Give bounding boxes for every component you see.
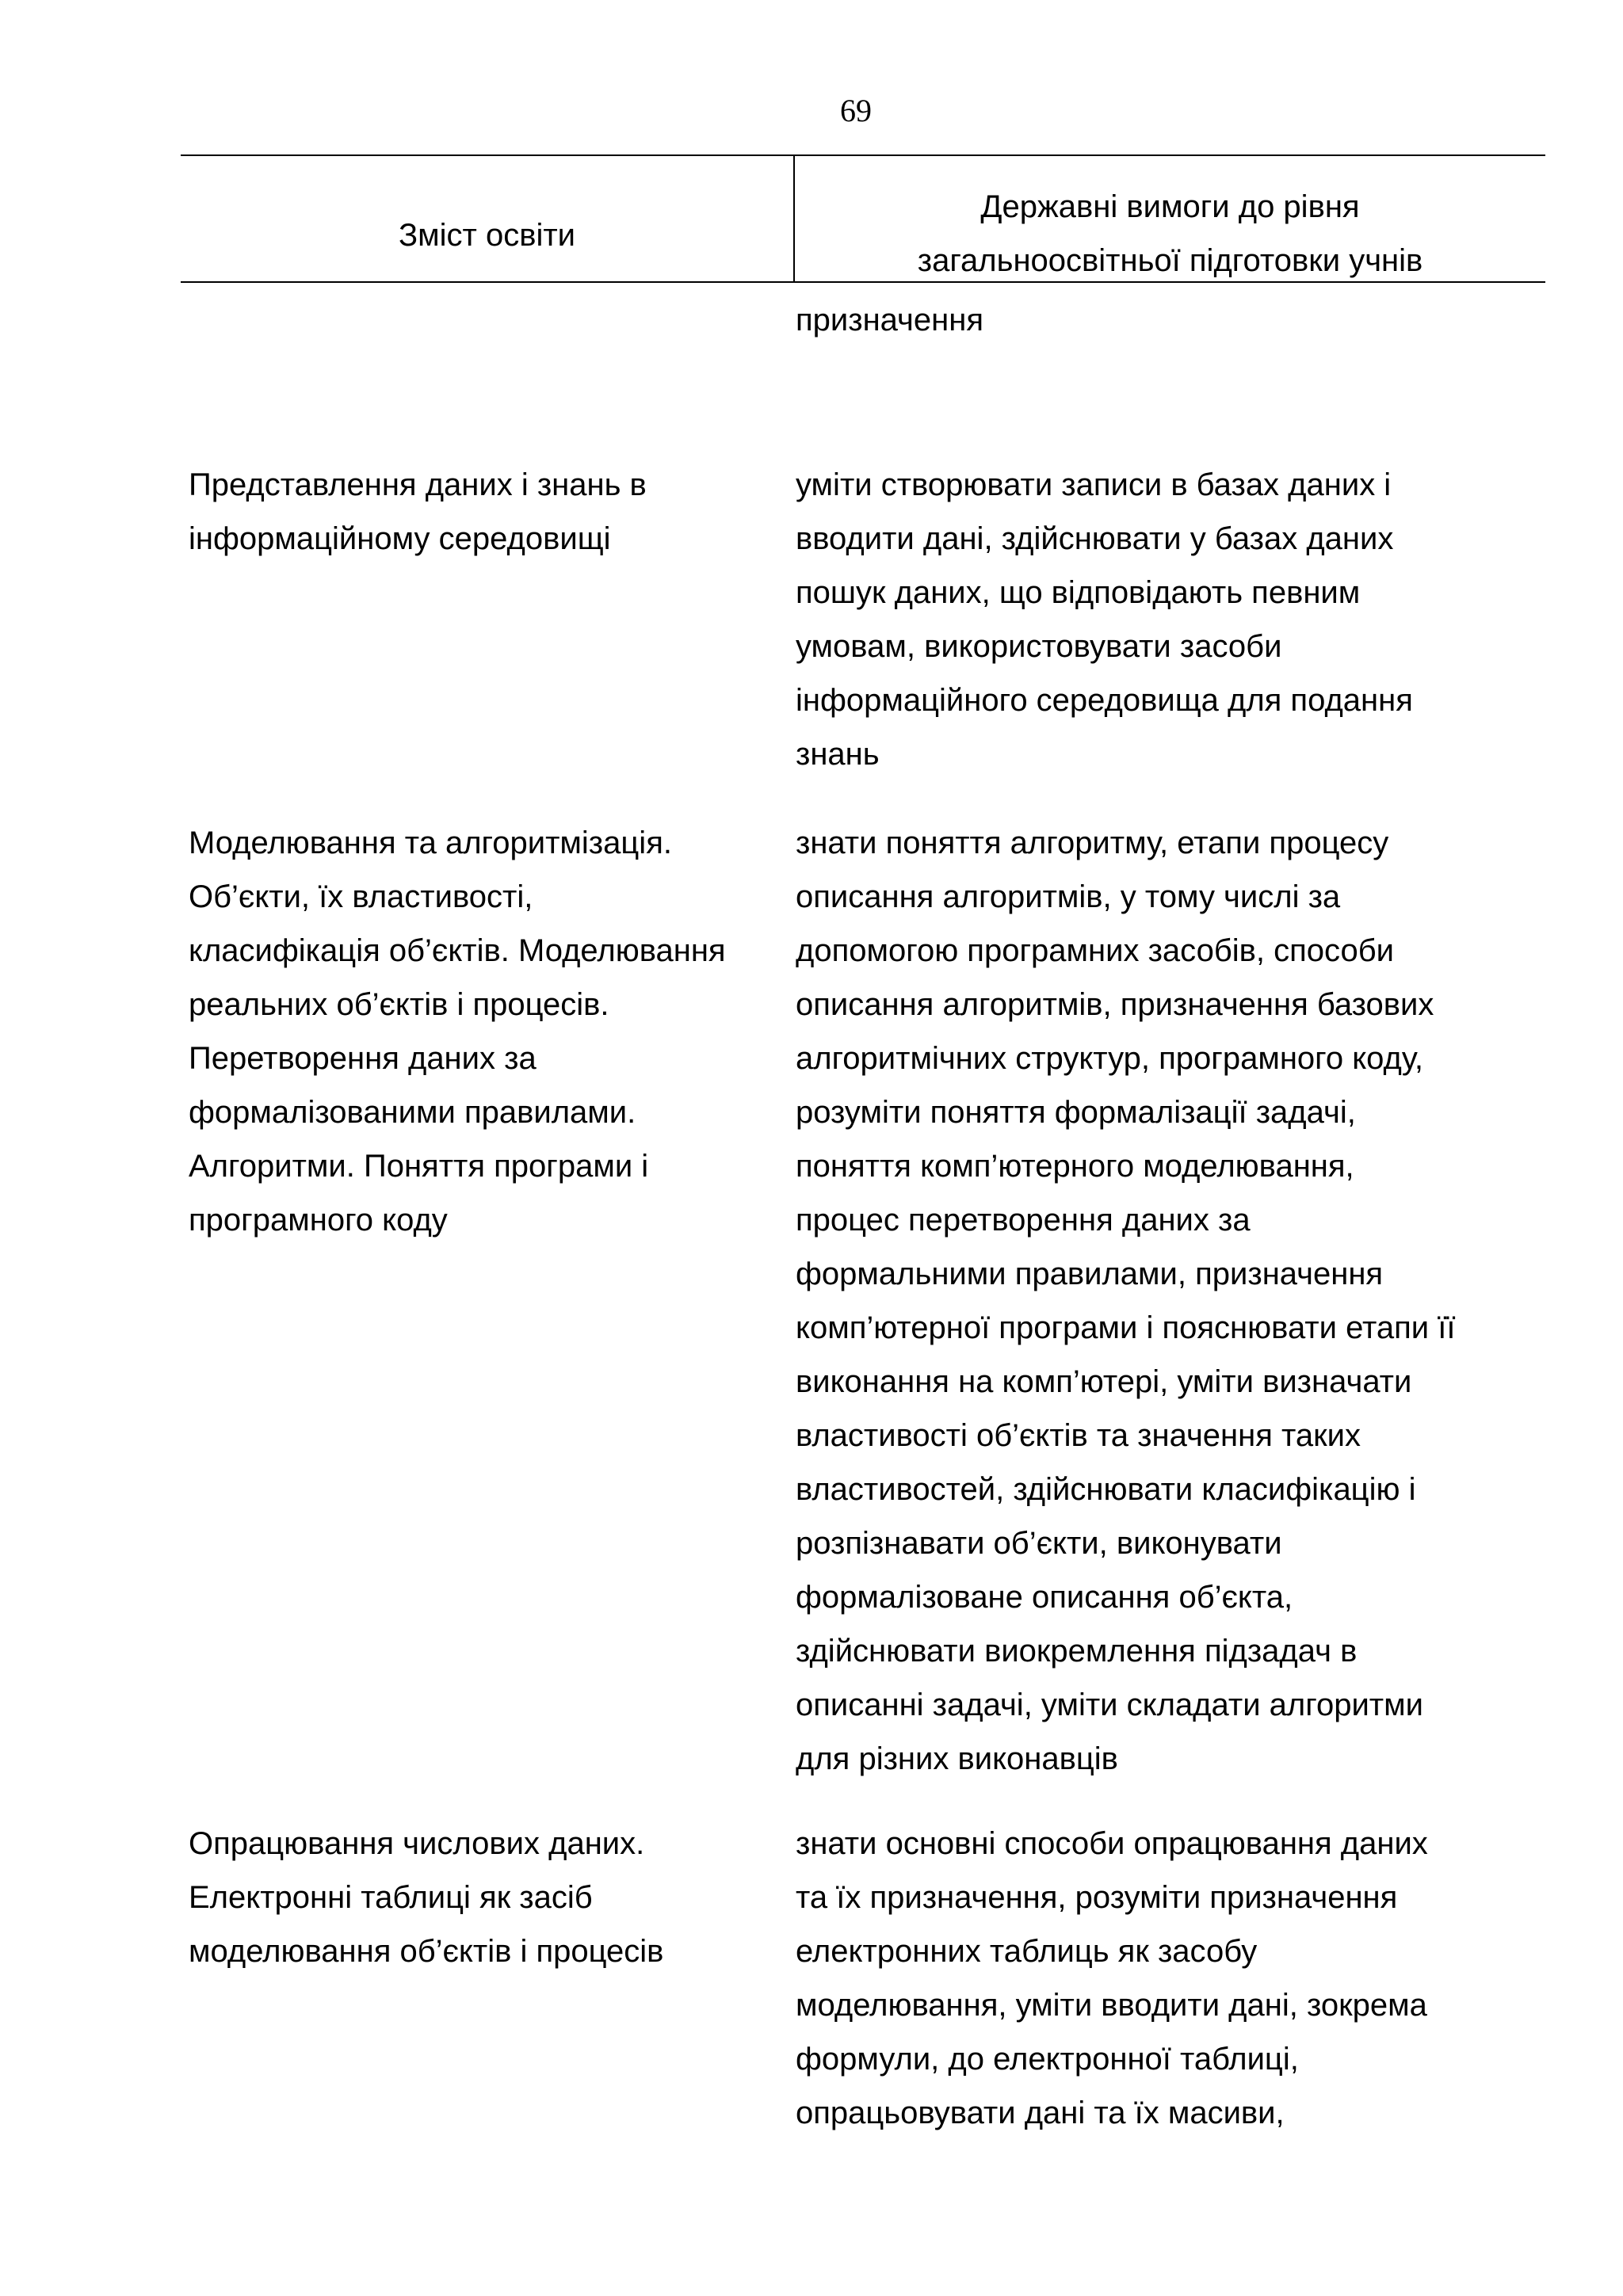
header-line: загальноосвітньої підготовки учнів (917, 243, 1423, 278)
row-1-content-cell (189, 458, 647, 566)
cell-line: пошук даних, що відповідають певним (796, 575, 1361, 610)
cell-line: виконання на комп’ютері, уміти визначати (796, 1364, 1412, 1399)
cell-line: описанні задачі, уміти складати алгоритми (796, 1688, 1423, 1722)
cell-line: формалізованими правилами. (189, 1095, 636, 1130)
cell-line: умовам, використовувати засоби (796, 629, 1282, 664)
cell-line: класифікація об’єктів. Моделювання (189, 933, 726, 968)
cell-line: Перетворення даних за (189, 1041, 537, 1076)
row-2-content-cell (189, 816, 726, 1247)
cell-line: процес перетворення даних за (796, 1203, 1251, 1238)
cell-line: Представлення даних і знань в (189, 467, 647, 502)
cell-line: здійснювати виокремлення підзадач в (796, 1634, 1358, 1669)
cell-line: властивості об’єктів та значення таких (796, 1418, 1361, 1453)
cell-line: описання алгоритмів, у тому числі за (796, 879, 1341, 914)
cell-line: Опрацювання числових даних. (189, 1826, 645, 1861)
cell-line: реальних об’єктів і процесів. (189, 987, 609, 1022)
column-header-requirements (795, 180, 1545, 288)
header-line: Державні вимоги до рівня (980, 189, 1360, 224)
cell-line: для різних виконавців (796, 1741, 1118, 1776)
cell-line: моделювання об’єктів і процесів (189, 1934, 664, 1969)
cell-line: опрацьовувати дані та їх масиви, (796, 2096, 1285, 2130)
cell-line: Алгоритми. Поняття програми і (189, 1149, 649, 1184)
row-1-requirements-cell (796, 458, 1413, 781)
continuation-cell (796, 293, 983, 347)
cell-line: описання алгоритмів, призначення базових (796, 987, 1434, 1022)
cell-line: уміти створювати записи в базах даних і (796, 467, 1392, 502)
cell-line: формули, до електронної таблиці, (796, 2042, 1299, 2077)
row-2-requirements-cell (796, 816, 1455, 1786)
cell-line: моделювання, уміти вводити дані, зокрема (796, 1988, 1427, 2023)
cell-line: властивостей, здійснювати класифікацію і (796, 1472, 1416, 1507)
cell-line: Моделювання та алгоритмізація. (189, 826, 672, 860)
cell-line: призначення (796, 303, 983, 338)
table-top-rule (181, 154, 1545, 156)
cell-line: поняття комп’ютерного моделювання, (796, 1149, 1354, 1184)
page-number: 69 (840, 93, 872, 128)
column-header-content: Зміст освіти (398, 218, 576, 253)
cell-line: Об’єкти, їх властивості, (189, 879, 533, 914)
cell-line: знань (796, 737, 880, 772)
cell-line: електронних таблиць як засобу (796, 1934, 1258, 1969)
cell-line: допомогою програмних засобів, способи (796, 933, 1394, 968)
cell-line: програмного коду (189, 1203, 448, 1238)
cell-line: розпізнавати об’єкти, виконувати (796, 1526, 1282, 1561)
cell-line: комп’ютерної програми і пояснювати етапи її (796, 1310, 1456, 1345)
cell-line: та їх призначення, розуміти призначення (796, 1880, 1398, 1915)
cell-line: знати основні способи опрацювання даних (796, 1826, 1428, 1861)
cell-line: інформаційного середовища для подання (796, 683, 1413, 718)
cell-line: розуміти поняття формалізації задачі, (796, 1095, 1356, 1130)
cell-line: алгоритмічних структур, програмного коду, (796, 1041, 1423, 1076)
cell-line: Електронні таблиці як засіб (189, 1880, 593, 1915)
cell-line: формалізоване описання об’єкта, (796, 1580, 1293, 1615)
row-3-content-cell (189, 1817, 663, 1978)
cell-line: вводити дані, здійснювати у базах даних (796, 521, 1394, 556)
cell-line: знати поняття алгоритму, етапи процесу (796, 826, 1389, 860)
cell-line: інформаційному середовищі (189, 521, 611, 556)
cell-line: формальними правилами, призначення (796, 1257, 1384, 1291)
row-3-requirements-cell (796, 1817, 1428, 2140)
